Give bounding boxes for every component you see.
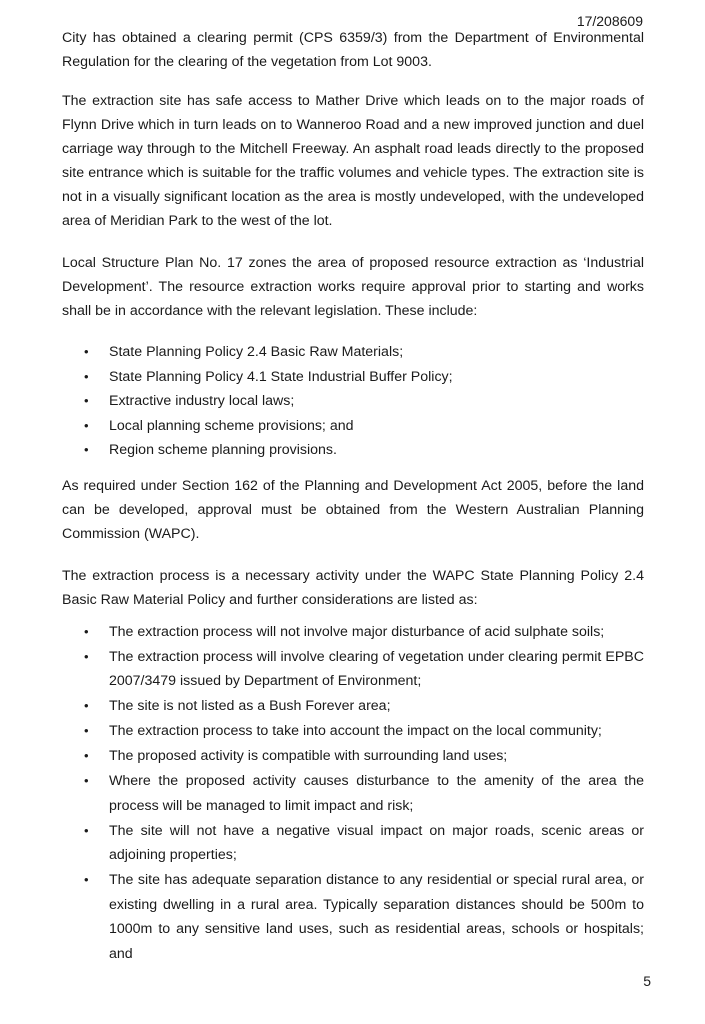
bullet-icon: • bbox=[84, 872, 89, 887]
bullet-icon: • bbox=[84, 623, 89, 639]
list-item: • Region scheme planning provisions. bbox=[62, 438, 644, 463]
bullet-icon: • bbox=[84, 648, 89, 664]
list-item: • The proposed activity is compatible with surrounding land uses; bbox=[62, 744, 644, 769]
bullet-icon: • bbox=[84, 393, 89, 408]
list-item: • Local planning scheme provisions; and bbox=[62, 414, 644, 439]
bullet-icon: • bbox=[84, 723, 89, 738]
list-item: • Extractive industry local laws; bbox=[62, 389, 644, 414]
list-item: • The site is not listed as a Bush Forever area; bbox=[62, 694, 644, 719]
bullet-icon: • bbox=[84, 368, 89, 384]
bullet-icon: • bbox=[84, 344, 89, 359]
paragraph-site-access: The extraction site has safe access to Mather Drive which leads on to the major roads of Flynn Drive which in turn leads on to Wanneroo Road and a new improved junction and duel carriage way through to the Mitchell Freeway. An asphalt road leads directly to the proposed site entrance which is suitable for the traffic volumes and vehicle types. The extraction site is not in a visually significant location as the area is mostly undeveloped, with the undeveloped area of Meridian Park to the west of the lot. bbox=[62, 93, 644, 229]
list-item: • The extraction process to take into account the impact on the local community; bbox=[62, 719, 644, 744]
list-item: • State Planning Policy 2.4 Basic Raw Materials; bbox=[62, 340, 644, 365]
paragraph-extraction-process: The extraction process is a necessary activity under the WAPC State Planning Policy 2.4 Basic Raw Material Policy and further considerations are listed as: bbox=[62, 567, 644, 608]
list-item: • The extraction process will involve clearing of vegetation under clearing permit EPBC 2007/3479 issued by Department of Environment; bbox=[62, 645, 644, 694]
bullet-icon: • bbox=[84, 773, 89, 788]
considerations-list bbox=[62, 620, 644, 967]
document-reference: 17/208609 bbox=[576, 13, 643, 29]
bullet-icon: • bbox=[84, 822, 89, 838]
bullet-icon: • bbox=[84, 748, 89, 763]
paragraph-planning-act: As required under Section 162 of the Planning and Development Act 2005, before the land can be developed, approval must be obtained from the Western Australian Planning Commission (WAPC). bbox=[62, 477, 644, 542]
bullet-icon: • bbox=[84, 698, 89, 713]
list-item: • The site has adequate separation distance to any residential or special rural area, or existing dwelling in a rural area. Typically separation distances should be 500m to 1000m to any sensitive land uses, such as residential areas, schools or hospitals; and bbox=[62, 868, 644, 966]
list-item: • The extraction process will not involve major disturbance of acid sulphate soils; bbox=[62, 620, 644, 645]
paragraph-clearing-permit: City has obtained a clearing permit (CPS 6359/3) from the Department of Environmental Regulation for the clearing of the vegetation from Lot 9003. bbox=[62, 30, 644, 70]
body-content bbox=[62, 26, 644, 967]
list-item: • Where the proposed activity causes disturbance to the amenity of the area the process will be managed to limit impact and risk; bbox=[62, 769, 644, 818]
paragraph-structure-plan: Local Structure Plan No. 17 zones the area of proposed resource extraction as ‘Industrial Development’. The resource extraction works require approval prior to starting and works shall be in accordance with the relevant legislation. These include: bbox=[62, 255, 644, 319]
bullet-icon: • bbox=[84, 442, 89, 457]
list-item: • The site will not have a negative visual impact on major roads, scenic areas or adjoining properties; bbox=[62, 819, 644, 868]
page-number: 5 bbox=[643, 973, 651, 989]
bullet-icon: • bbox=[84, 417, 89, 433]
legislation-list bbox=[62, 340, 644, 463]
list-item: • State Planning Policy 4.1 State Industrial Buffer Policy; bbox=[62, 365, 644, 390]
